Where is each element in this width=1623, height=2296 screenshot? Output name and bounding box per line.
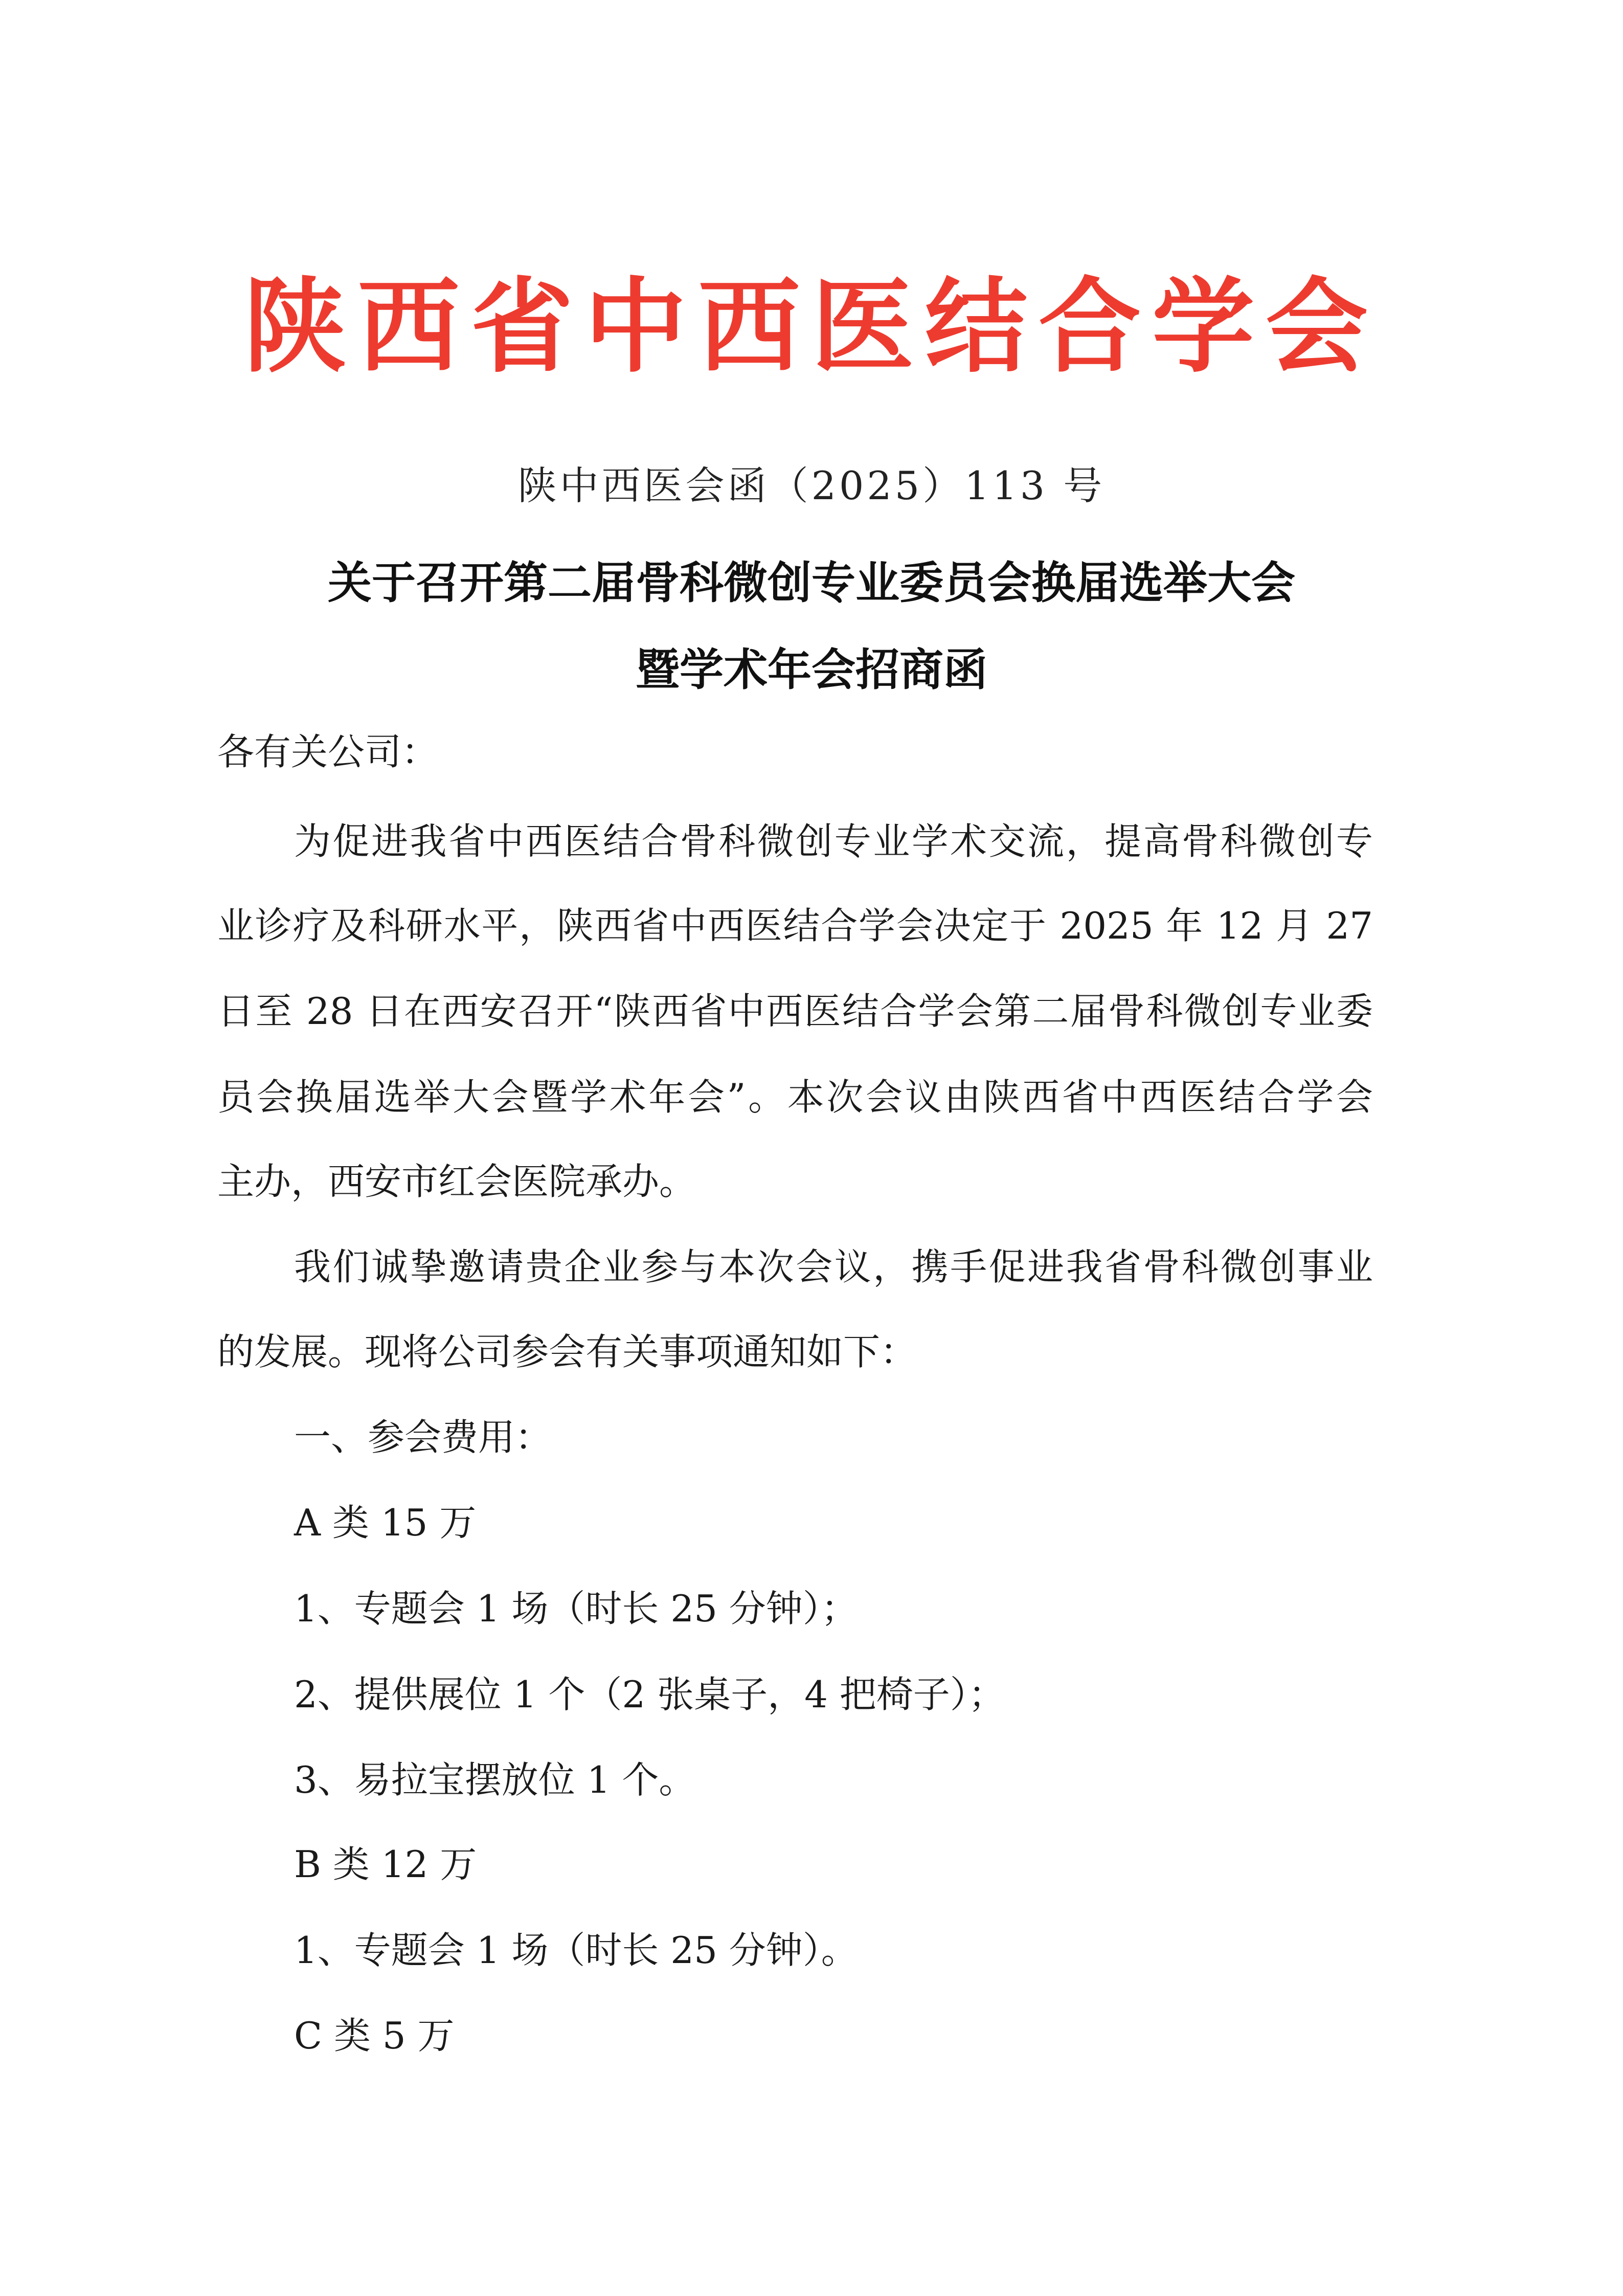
document-title-line-1: 关于召开第二届骨科微创专业委员会换届选举大会	[328, 558, 1295, 609]
category-a-item-3: 3、易拉宝摆放位 1 个。	[294, 1758, 696, 1801]
paragraph-2-line-2: 的发展。现将公司参会有关事项通知如下：	[217, 1330, 917, 1373]
category-b-label: B 类 12 万	[294, 1843, 477, 1886]
paragraph-1-line-4: 员会换届选举大会暨学术年会”。本次会议由陕西省中西医结合学会	[217, 1076, 1373, 1119]
category-a-item-2: 2、提供展位 1 个（2 张桌子，4 把椅子）；	[294, 1673, 1005, 1716]
category-a-label: A 类 15 万	[294, 1501, 477, 1544]
category-c-label: C 类 5 万	[294, 2014, 455, 2057]
document-number: 陕中西医会函（2025）113 号	[517, 463, 1106, 508]
paragraph-1-line-1: 为促进我省中西医结合骨科微创专业学术交流，提高骨科微创专	[294, 820, 1373, 863]
masthead-organization-name: 陕西省中西医结合学会	[243, 268, 1379, 387]
category-a-item-1: 1、专题会 1 场（时长 25 分钟）；	[294, 1587, 858, 1630]
paragraph-2-line-1: 我们诚挚邀请贵企业参与本次会议，携手促进我省骨科微创事业	[294, 1245, 1373, 1288]
salutation: 各有关公司：	[217, 730, 439, 773]
section-1-heading: 一、参会费用：	[294, 1416, 552, 1459]
paragraph-1-line-5: 主办，西安市红会医院承办。	[217, 1160, 696, 1203]
document-title-line-2: 暨学术年会招商函	[636, 644, 987, 696]
paragraph-1-line-3: 日至 28 日在西安召开“陕西省中西医结合学会第二届骨科微创专业委	[217, 990, 1373, 1033]
paragraph-1-line-2: 业诊疗及科研水平，陕西省中西医结合学会决定于 2025 年 12 月 27	[217, 904, 1373, 947]
category-b-item-1: 1、专题会 1 场（时长 25 分钟）。	[294, 1929, 858, 1972]
